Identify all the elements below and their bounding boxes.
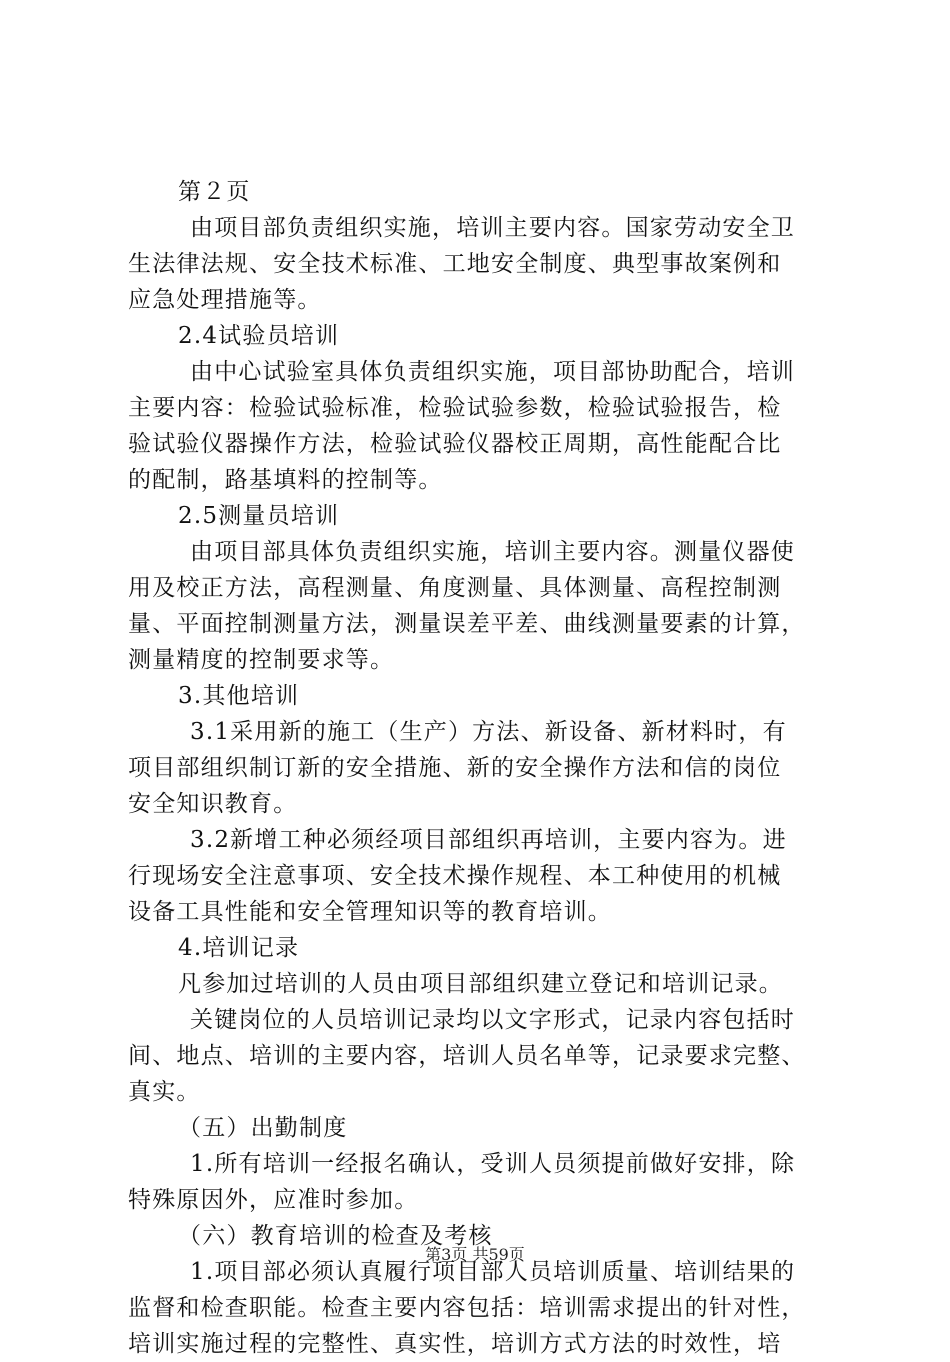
paragraph-line: 特殊原因外，应准时参加。: [128, 1187, 419, 1213]
paragraph-line: 关键岗位的人员培训记录均以文字形式，记录内容包括时: [190, 1007, 795, 1033]
paragraph-line: 1.项目部必须认真履行项目部人员培训质量、培训结果的: [190, 1259, 796, 1285]
paragraph-line: 真实。: [128, 1079, 201, 1105]
section-heading: 2.5测量员培训: [178, 503, 340, 529]
document-body: [128, 174, 838, 1362]
paragraph-line: 3.1采用新的施工（生产）方法、新设备、新材料时，有: [190, 719, 787, 745]
page-footer: 第3页 共59页: [425, 1245, 525, 1264]
paragraph-line: 测量精度的控制要求等。: [128, 647, 395, 673]
paragraph-line: 3.2新增工种必须经项目部组织再培训，主要内容为。进: [190, 827, 787, 853]
section-heading: 2.4试验员培训: [178, 323, 340, 349]
paragraph-line: 安全知识教育。: [128, 791, 298, 817]
paragraph-line: 项目部组织制订新的安全措施、新的安全操作方法和信的岗位: [128, 755, 782, 781]
page-marker: 第２页: [178, 179, 251, 205]
paragraph-line: 间、地点、培训的主要内容，培训人员名单等，记录要求完整、: [128, 1043, 806, 1069]
paragraph-line: 凡参加过培训的人员由项目部组织建立登记和培训记录。: [178, 971, 783, 997]
paragraph-line: 设备工具性能和安全管理知识等的教育培训。: [128, 899, 612, 925]
section-heading: 4.培训记录: [178, 935, 300, 961]
paragraph-line: 行现场安全注意事项、安全技术操作规程、本工种使用的机械: [128, 863, 782, 889]
paragraph-line: 监督和检查职能。检查主要内容包括：培训需求提出的针对性，: [128, 1295, 806, 1321]
paragraph-line: 培训实施过程的完整性、真实性，培训方式方法的时效性，培: [128, 1331, 782, 1357]
paragraph-line: 的配制，路基填料的控制等。: [128, 467, 443, 493]
paragraph-line: 由中心试验室具体负责组织实施，项目部协助配合，培训: [190, 359, 795, 385]
section-heading: 3.其他培训: [178, 683, 300, 709]
paragraph-line: 用及校正方法，高程测量、角度测量、具体测量、高程控制测: [128, 575, 782, 601]
section-heading: （五）出勤制度: [178, 1115, 348, 1141]
paragraph-line: 生法律法规、安全技术标准、工地安全制度、典型事故案例和: [128, 251, 782, 277]
paragraph-line: 应急处理措施等。: [128, 287, 322, 313]
paragraph-line: 由项目部负责组织实施，培训主要内容。国家劳动安全卫: [190, 215, 795, 241]
paragraph-line: 主要内容：检验试验标准，检验试验参数，检验试验报告，检: [128, 395, 782, 421]
section-heading: （六）教育培训的检查及考核: [178, 1223, 493, 1249]
paragraph-line: 验试验仪器操作方法，检验试验仪器校正周期，高性能配合比: [128, 431, 782, 457]
paragraph-line: 1.所有培训一经报名确认，受训人员须提前做好安排，除: [190, 1151, 796, 1177]
paragraph-line: 量、平面控制测量方法，测量误差平差、曲线测量要素的计算，: [128, 611, 806, 637]
paragraph-line: 由项目部具体负责组织实施，培训主要内容。测量仪器使: [190, 539, 795, 565]
